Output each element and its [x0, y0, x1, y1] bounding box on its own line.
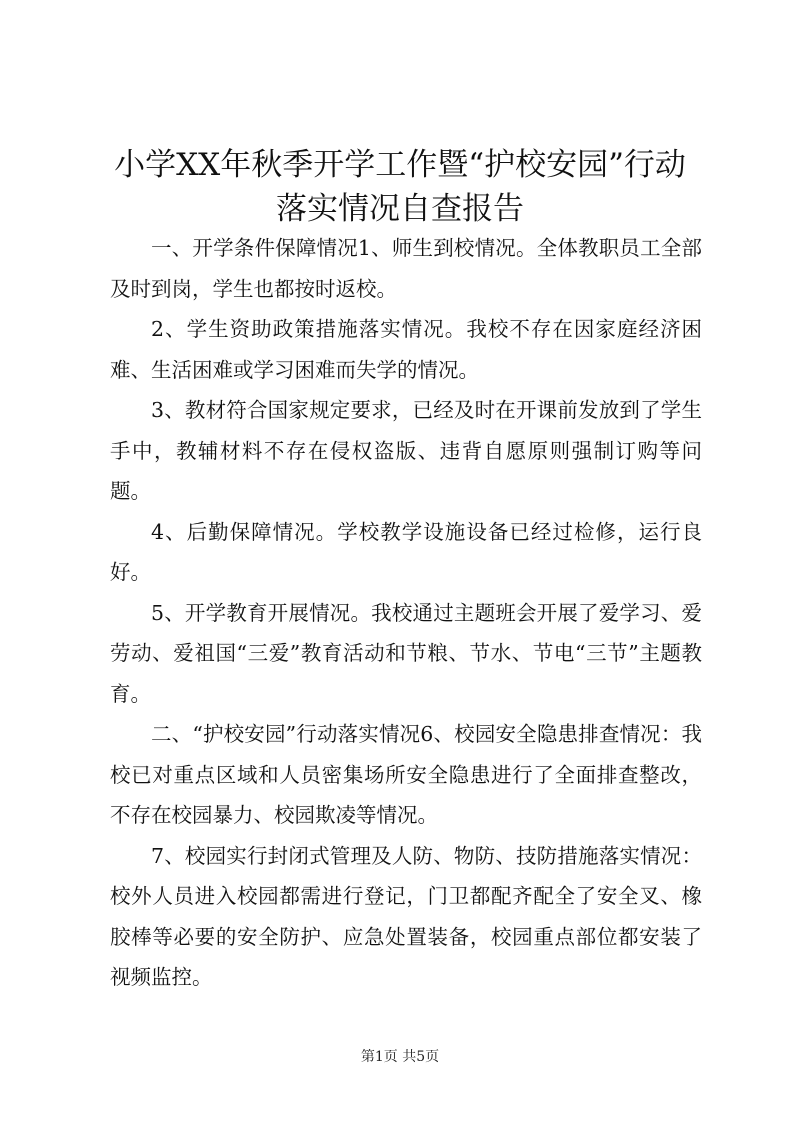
- paragraph-2: 2、学生资助政策措施落实情况。我校不存在因家庭经济困难、生活困难或学习困难而失学的情况。: [110, 317, 702, 382]
- document-title-line-2: 落实情况自查报告: [276, 191, 524, 227]
- page-number-footer: 第1页 共5页: [360, 1049, 440, 1065]
- paragraph-1: 一、开学条件保障情况1、师生到校情况。全体教职员工全部及时到岗，学生也都按时返校。: [110, 236, 702, 301]
- paragraph-3: 3、教材符合国家规定要求，已经及时在开课前发放到了学生手中，教辅材料不存在侵权盗版、违背自愿原则强制订购等问题。: [110, 398, 702, 503]
- paragraph-7: 7、校园实行封闭式管理及人防、物防、技防措施落实情况：校外人员进入校园都需进行登记，门卫都配齐配全了安全叉、橡胶棒等必要的安全防护、应急处置装备，校园重点部位都安装了视频监控。: [110, 843, 702, 989]
- paragraph-5: 5、开学教育开展情况。我校通过主题班会开展了爱学习、爱劳动、爱祖国“三爱”教育活动和节粮、节水、节电“三节”主题教育。: [110, 600, 702, 706]
- paragraph-6: 二、“护校安园”行动落实情况6、校园安全隐患排查情况：我校已对重点区域和人员密集场所安全隐患进行了全面排查整改，不存在校园暴力、校园欺凌等情况。: [110, 722, 702, 827]
- paragraph-4: 4、后勤保障情况。学校教学设施设备已经过检修，运行良好。: [110, 519, 702, 584]
- document-body: [110, 228, 702, 998]
- document-title-line-1: 小学XX年秋季开学工作暨“护校安园”行动: [114, 147, 686, 183]
